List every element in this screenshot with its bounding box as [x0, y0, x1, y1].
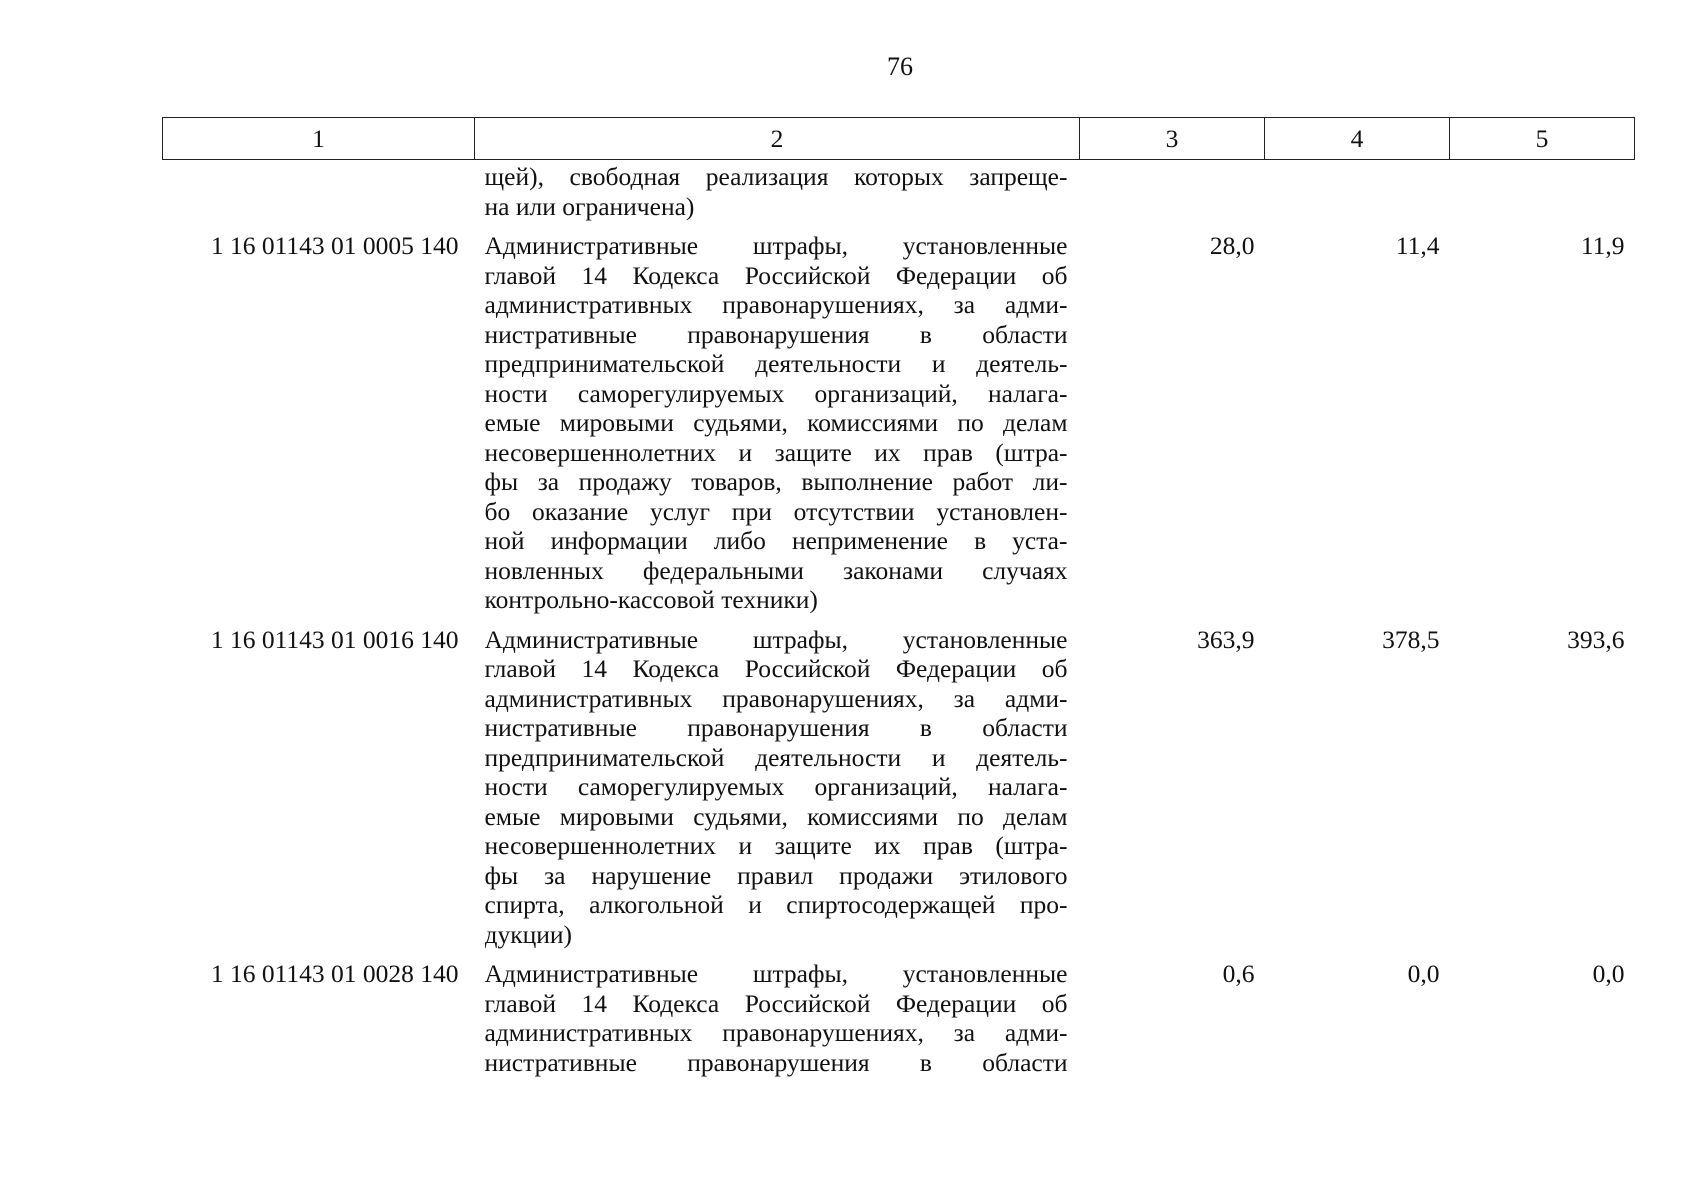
description-line: административных правонарушениях, за адми- [484, 290, 1068, 319]
description-line: главой 14 Кодекса Российской Федерации об [484, 654, 1068, 683]
description-line: предпринимательской деятельности и деятель- [484, 349, 1068, 378]
page-number: 76 [887, 52, 913, 81]
description-line: несовершеннолетних и защите их прав (штра- [484, 437, 1068, 467]
description-line: нистративные правонарушения в области [484, 713, 1068, 742]
table-row-continuation [163, 160, 1635, 222]
description-line: главой 14 Кодекса Российской Федерации об [484, 988, 1068, 1018]
row-description [475, 949, 1080, 1077]
description-line: предпринимательской деятельности и деятель- [484, 742, 1068, 772]
row-value-col5: 0,0 [1592, 959, 1625, 988]
description-line: на или ограничена) [484, 191, 695, 221]
row-value-col5: 11,9 [1580, 231, 1625, 260]
description-line: спирта, алкогольной и спиртосодержащей про- [484, 890, 1068, 919]
table-row [163, 949, 1635, 1077]
description-line: главой 14 Кодекса Российской Федерации об [484, 260, 1068, 290]
description-line: несовершеннолетних и защите их прав (штра- [484, 831, 1068, 860]
description-line: дукции) [484, 919, 573, 949]
column-header-2: 2 [475, 118, 1080, 160]
row-description [475, 615, 1080, 950]
row-code: 1 16 01143 01 0028 140 [210, 959, 459, 988]
description-line: фы за нарушение правил продажи этилового [484, 860, 1068, 890]
description-line: нистративные правонарушения в области [484, 319, 1068, 349]
row-value-col5: 393,6 [1567, 624, 1625, 654]
row-value-col3: 28,0 [1209, 231, 1255, 260]
row-value-col4: 11,4 [1395, 231, 1440, 260]
row-value-col3: 0,6 [1222, 959, 1255, 988]
description-line: административных правонарушениях, за адми- [484, 1018, 1068, 1047]
description-line: Административные штрафы, установленные [484, 231, 1068, 260]
description-line: контрольно-кассовой техники) [484, 585, 818, 614]
description-line: нистративные правонарушения в области [484, 1047, 1068, 1077]
row-value-col4: 378,5 [1382, 624, 1440, 654]
row-value-col4: 0,0 [1407, 959, 1440, 988]
description-line: ной информации либо неприменение в уста- [484, 526, 1068, 555]
description-line: ности саморегулируемых организаций, налага- [484, 772, 1068, 801]
column-header-5: 5 [1450, 118, 1635, 160]
row-value-col3: 363,9 [1197, 624, 1255, 654]
description-line: щей), свободная реализация которых запреще- [484, 162, 1068, 191]
budget-table [162, 117, 1635, 1077]
description-line: емые мировыми судьями, комиссиями по делам [484, 801, 1068, 831]
table-header-row [163, 118, 1635, 160]
table-row [163, 221, 1635, 615]
row-code: 1 16 01143 01 0005 140 [210, 231, 459, 260]
row-description [475, 221, 1080, 615]
table-row [163, 615, 1635, 950]
description-line: Административные штрафы, установленные [484, 959, 1068, 988]
description-line: Административные штрафы, установленные [484, 624, 1068, 654]
description-line: емые мировыми судьями, комиссиями по делам [484, 408, 1068, 437]
description-line: фы за продажу товаров, выполнение работ ли- [484, 467, 1068, 496]
row-code: 1 16 01143 01 0016 140 [210, 624, 459, 654]
description-line: новленных федеральными законами случаях [484, 555, 1068, 585]
description-line: бо оказание услуг при отсутствии установлен- [484, 496, 1068, 526]
column-header-1: 1 [163, 118, 475, 160]
column-header-4: 4 [1265, 118, 1450, 160]
description-line: ности саморегулируемых организаций, налага- [484, 378, 1068, 408]
column-header-3: 3 [1080, 118, 1265, 160]
description-line: административных правонарушениях, за адми- [484, 683, 1068, 713]
row-description [475, 160, 1080, 222]
